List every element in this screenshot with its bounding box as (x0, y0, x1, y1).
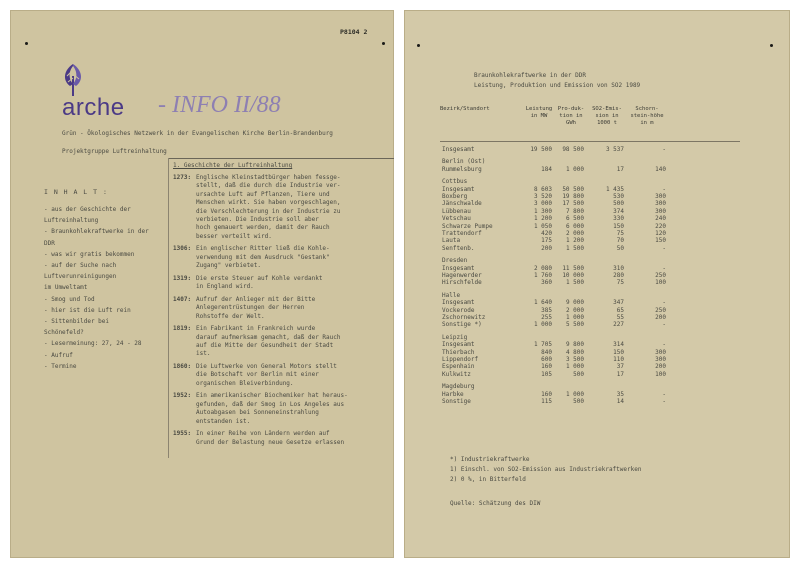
column-divider (168, 158, 169, 458)
contents-item: - Aufruf (44, 351, 73, 359)
row-value: 11 500 (562, 264, 584, 272)
group-name: Dresden (442, 257, 468, 265)
row-value: 55 (616, 314, 624, 321)
issue-title: - INFO II/88 (158, 92, 281, 118)
row-value: 50 500 (562, 185, 584, 193)
column-header: SO2-Emis-sion in 1000 t (592, 106, 622, 126)
contents-item: - Braunkohlekraftwerke in der (44, 228, 149, 236)
row-value: 115 (541, 398, 552, 405)
row-value: 310 (613, 264, 624, 272)
entry-year: 1819: (173, 325, 192, 333)
row-label: Thierbach (442, 348, 475, 356)
contents-item: - aus der Geschichte der (44, 206, 131, 213)
entry-year: 1860: (173, 363, 192, 370)
row-label: Insgesamt (442, 341, 475, 349)
entry-year: 1319: (173, 274, 192, 282)
row-value: 600 (541, 356, 552, 363)
punch-hole (417, 44, 420, 47)
row-value: 250 (655, 272, 666, 279)
punch-hole (382, 42, 385, 45)
entry-text: hoch gemauert werden, damit der Rauch (196, 224, 330, 232)
row-label: Insgesamt (442, 264, 475, 272)
row-value: 300 (655, 356, 666, 363)
row-value: - (662, 264, 666, 272)
entry-text: auf die Mitte der Gesundheit der Stadt (196, 342, 334, 349)
row-value: 1 500 (565, 244, 584, 252)
row-value: 105 (541, 370, 552, 378)
row-value: 1 000 (565, 390, 584, 398)
row-value: 50 (616, 244, 624, 252)
row-value: 5 500 (565, 321, 584, 329)
row-value: 1 500 (565, 279, 584, 287)
group-name: Halle (442, 291, 461, 299)
entry-text: Autoabgasen bei Sonneneinstrahlung (196, 409, 319, 417)
row-value: 1 000 (565, 314, 584, 321)
row-value: 8 603 (533, 185, 552, 193)
row-value: 3 000 (533, 200, 552, 208)
source-note: Quelle: Schätzung des DIW (450, 500, 541, 507)
row-value: 150 (655, 237, 666, 245)
row-value: 1 640 (533, 299, 552, 307)
row-value: - (662, 390, 666, 398)
column-header: Pro-duk-tion in GWh (557, 106, 585, 126)
row-label: Rummelsburg (442, 165, 482, 173)
row-label: Jänschwalde (442, 200, 482, 208)
row-value: 1 200 (533, 215, 552, 223)
entry-text: in England wird. (196, 283, 254, 291)
entry-text: entstanden ist. (196, 417, 251, 425)
row-value: 19 800 (562, 193, 584, 200)
row-value: 98 500 (562, 146, 584, 153)
row-label: Zschornewitz (442, 314, 486, 321)
row-value: 100 (655, 279, 666, 287)
row-value: 300 (655, 207, 666, 215)
contents-item: - auf der Suche nach (44, 262, 117, 269)
row-value: 3 500 (565, 356, 584, 363)
entry-text: Grund der Belastung neue Gesetze erlassen (196, 438, 345, 446)
row-label: Senftenb. (442, 244, 475, 252)
row-label: Harbke (442, 390, 464, 398)
row-value: 6 000 (565, 222, 584, 230)
row-value: 2 000 (565, 230, 584, 237)
entry-text: verbieten. Die Industrie soll aber (196, 216, 319, 223)
entry-text: gefunden, daß der Smog in Los Angeles aus (196, 400, 345, 408)
entry-text: ist. (196, 350, 211, 358)
row-value: 4 800 (565, 348, 584, 356)
row-label: Kulkwitz (442, 370, 471, 378)
row-value: 1 200 (565, 237, 584, 245)
contents-item: Luftreinhaltung (44, 217, 99, 225)
row-value: 500 (573, 398, 584, 405)
row-value: 280 (613, 272, 624, 279)
row-label: Vockerode (442, 306, 475, 314)
contents-item: im Umweltamt (44, 284, 88, 292)
punch-hole (770, 44, 773, 47)
contents-item: - hier ist die Luft rein (44, 306, 131, 314)
row-value: 2 080 (533, 264, 552, 272)
contents-item: - Smog und Tod (44, 295, 95, 303)
row-label: Lippendorf (442, 356, 479, 363)
row-label: Vetschau (442, 215, 471, 223)
row-value: - (662, 398, 666, 405)
entry-text: ursachte Luft auf Pflanzen, Tiere und (196, 190, 330, 198)
footnote: 2) 0 %, in Bitterfeld (450, 476, 526, 483)
entry-text: verwendung mit dem Ausdruck "Gestank" (196, 253, 330, 261)
column-header: Bezirk/Standort (440, 106, 490, 112)
logo-wordmark: arche (62, 94, 125, 121)
group-name: Berlin (Ost) (442, 158, 486, 166)
entry-text: Englische Kleinstadtbürger haben fessge- (196, 174, 341, 181)
entry-text: Die Luftwerke von General Motors stellt (196, 363, 337, 370)
entry-text: Zugang" verbietet. (196, 262, 262, 270)
row-value: 14 (616, 398, 624, 405)
row-value: 17 (616, 370, 624, 378)
row-label: Insgesamt (442, 185, 475, 193)
contents-item: Luftverunreinigungen (44, 273, 117, 281)
entry-text: die Verschlechterung in der Industrie zu (196, 207, 341, 215)
row-value: 1 435 (605, 185, 624, 193)
footnote: 1) Einschl. von SO2-Emission aus Industriekraftwerken (450, 466, 642, 473)
row-value: 1 050 (533, 222, 552, 230)
row-value: 184 (541, 165, 552, 173)
entry-text: Ein amerikanischer Biochemiker hat heraus- (196, 392, 348, 400)
row-label: Trattendorf (442, 230, 482, 237)
contents-heading: I N H A L T : (44, 188, 108, 196)
row-label: Hagenwerder (442, 272, 482, 279)
entry-year: 1306: (173, 245, 192, 253)
row-label: Lübbenau (442, 207, 471, 215)
row-value: - (662, 341, 666, 349)
row-value: 70 (616, 237, 624, 245)
contents-item: Schönefeld? (44, 329, 84, 337)
network-subtitle: Grün - Ökologisches Netzwerk in der Evangelischen Kirche Berlin-Brandenburg (62, 130, 333, 137)
row-value: 3 520 (533, 193, 552, 200)
entry-year: 1952: (173, 392, 192, 400)
entry-text: besser verteilt wird. (196, 232, 272, 240)
row-value: 9 800 (565, 341, 584, 349)
row-value: 227 (613, 321, 624, 329)
row-value: 300 (655, 200, 666, 208)
row-value: 200 (655, 363, 666, 371)
row-value: 1 000 (565, 363, 584, 371)
contents-item: - Lesermeinung: 27, 24 - 28 (44, 340, 142, 348)
entry-year: 1955: (173, 430, 192, 438)
entry-text: stellt, daß die durch die Industrie ver- (196, 182, 341, 190)
right-page (404, 10, 790, 558)
row-value: 1 300 (533, 207, 552, 215)
row-value: 200 (655, 314, 666, 321)
row-label: Hirschfelde (442, 279, 482, 287)
row-value: 150 (613, 222, 624, 230)
row-value: 255 (541, 314, 552, 321)
row-value: 37 (616, 363, 624, 371)
row-value: 150 (613, 348, 624, 356)
row-value: 1 000 (533, 321, 552, 329)
working-group: Projektgruppe Luftreinhaltung (62, 148, 167, 155)
group-name: Magdeburg (442, 383, 475, 391)
row-value: 500 (613, 200, 624, 208)
group-name: Leipzig (442, 333, 468, 341)
row-value: 160 (541, 363, 552, 371)
row-value: 374 (613, 207, 624, 215)
contents-item: - Sittenbilder bei (44, 318, 110, 325)
row-value: 385 (541, 306, 552, 314)
row-value: 840 (541, 348, 552, 356)
tree-logo-icon (58, 62, 88, 98)
table-title: Braunkohlekraftwerke in der DDR (474, 72, 586, 79)
row-value: 1 760 (533, 272, 552, 279)
row-value: 1 000 (565, 165, 584, 173)
row-value: - (662, 244, 666, 252)
entry-year: 1407: (173, 295, 192, 303)
row-value: 300 (655, 193, 666, 200)
row-value: 250 (655, 306, 666, 314)
entry-text: Aufruf der Anlieger mit der Bitte (196, 295, 316, 303)
row-value: 175 (541, 237, 552, 245)
entry-text: In einer Reihe von Ländern werden auf (196, 430, 330, 438)
row-value: - (662, 146, 666, 153)
column-header: Leistung in MW (525, 106, 553, 119)
row-value: 220 (655, 222, 666, 230)
row-label: Insgesamt (442, 146, 475, 153)
row-label: Boxberg (442, 193, 468, 200)
row-value: 314 (613, 341, 624, 349)
contents-item: DDR (44, 239, 55, 247)
entry-text: die Botschaft vor Berlin mit einer (196, 371, 319, 379)
entry-text: Menschen wirkt. Sie haben vorgeschlagen, (196, 199, 341, 207)
column-header: Schorn-stein-höhe in m (630, 106, 664, 126)
header-rule (440, 141, 740, 142)
row-value: 35 (616, 390, 624, 398)
row-value: 100 (655, 370, 666, 378)
article-heading: 1. Geschichte der Luftreinhaltung (173, 162, 293, 169)
entry-text: Ein Fabrikant in Frankreich wurde (196, 325, 316, 333)
row-value: 75 (616, 279, 624, 287)
page-stamp: P8104 2 (340, 28, 368, 36)
contents-item: - Termine (44, 362, 77, 370)
row-label: Lauta (442, 237, 461, 245)
row-value: 65 (616, 306, 624, 314)
row-value: 360 (541, 279, 552, 287)
row-value: 7 800 (565, 207, 584, 215)
group-name: Cottbus (442, 178, 468, 186)
row-value: 10 000 (562, 272, 584, 279)
left-page (10, 10, 394, 558)
contents-item: - was wir gratis bekommen (44, 250, 135, 258)
row-label: Sonstige *) (442, 321, 482, 329)
row-value: 9 000 (565, 299, 584, 307)
row-value: 2 000 (565, 306, 584, 314)
row-value: 530 (613, 193, 624, 200)
entry-text: organischen Bleiverbindung. (196, 379, 294, 387)
punch-hole (25, 42, 28, 45)
row-value: 3 537 (605, 146, 624, 153)
entry-text: Rohstoffe der Welt. (196, 312, 265, 320)
row-value: 17 (616, 165, 624, 173)
row-value: 6 500 (565, 215, 584, 223)
article-divider (168, 158, 394, 159)
row-value: 120 (655, 230, 666, 237)
row-value: 75 (616, 230, 624, 237)
entry-year: 1273: (173, 174, 192, 181)
row-label: Schwarze Pumpe (442, 222, 493, 230)
entry-text: Ein englischer Ritter ließ die Kohle- (196, 245, 330, 253)
entry-text: Die erste Steuer auf Kohle verdankt (196, 274, 323, 282)
row-value: - (662, 299, 666, 307)
row-value: 300 (655, 348, 666, 356)
row-value: 160 (541, 390, 552, 398)
row-value: 140 (655, 165, 666, 173)
row-value: 19 500 (530, 146, 552, 153)
row-value: 500 (573, 370, 584, 378)
entry-text: Anlegerentrüstungen der Herren (196, 304, 305, 312)
row-value: 420 (541, 230, 552, 237)
row-value: 330 (613, 215, 624, 223)
row-value: 200 (541, 244, 552, 252)
footnote: *) Industriekraftwerke (450, 456, 530, 463)
row-label: Sonstige (442, 398, 471, 405)
row-value: 347 (613, 299, 624, 307)
row-value: 240 (655, 215, 666, 223)
row-value: 17 500 (562, 200, 584, 208)
entry-text: darauf aufmerksam gemacht, daß der Rauch (196, 333, 341, 341)
row-value: 110 (613, 356, 624, 363)
row-label: Insgesamt (442, 299, 475, 307)
row-label: Espenhain (442, 363, 475, 371)
table-subtitle: Leistung, Produktion und Emission von SO2 1989 (474, 82, 641, 89)
row-value: - (662, 185, 666, 193)
row-value: - (662, 321, 666, 329)
row-value: 1 705 (533, 341, 552, 349)
